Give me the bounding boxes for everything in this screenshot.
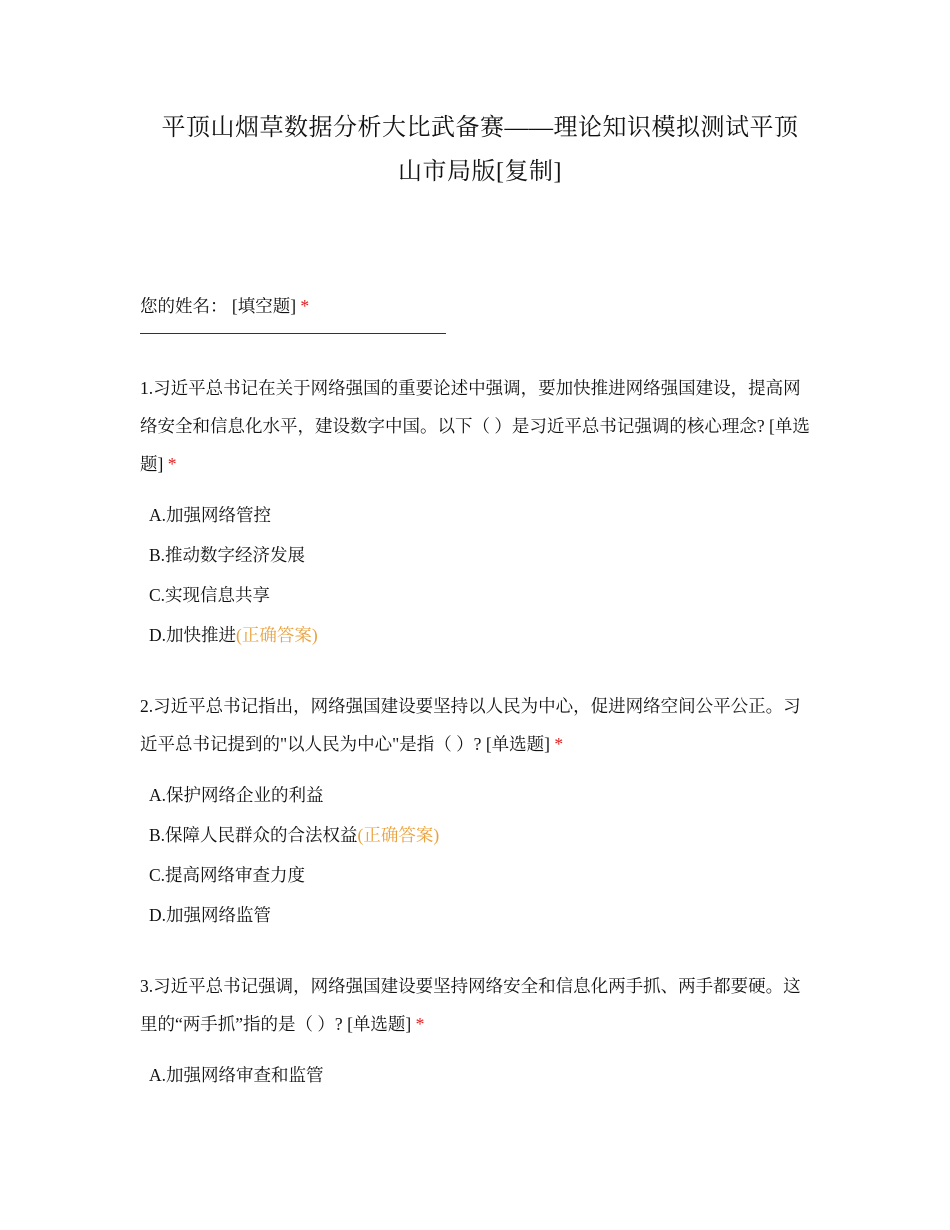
page-title: 平顶山烟草数据分析大比武备赛——理论知识模拟测试平顶山市局版[复制] (161, 115, 799, 185)
option-d[interactable] (140, 615, 810, 655)
question-text (140, 369, 810, 483)
question-type: [单选题] (140, 416, 810, 474)
required-mark: * (300, 296, 310, 316)
question-1-options (140, 495, 810, 655)
name-question-text (140, 287, 810, 325)
name-answer-blank[interactable] (140, 333, 446, 334)
option-label: D.加快推进 (149, 625, 237, 645)
question-3-options (140, 1055, 810, 1095)
option-a[interactable] (140, 1055, 810, 1095)
question-1 (140, 369, 810, 655)
required-mark: * (554, 734, 564, 754)
question-type: [单选题] (485, 734, 550, 754)
option-c[interactable] (140, 575, 810, 615)
required-mark: * (415, 1014, 425, 1034)
option-label: D.加强网络监管 (149, 905, 272, 925)
question-2 (140, 687, 810, 935)
correct-answer-note: (正确答案) (236, 625, 318, 645)
option-a[interactable] (140, 775, 810, 815)
option-label: A.加强网络管控 (149, 505, 272, 525)
option-c[interactable] (140, 855, 810, 895)
question-type: [单选题] (347, 1014, 412, 1034)
required-mark: * (167, 454, 177, 474)
name-question (140, 287, 810, 334)
question-2-text: 2.习近平总书记指出，网络强国建设要坚持以人民为中心，促进网络空间公平公正。习近平总书记提到的"以人民为中心"是指（ ）? (140, 696, 801, 754)
question-3 (140, 967, 810, 1095)
question-3-text: 3.习近平总书记强调，网络强国建设要坚持网络安全和信息化两手抓、两手都要硬。这里的“两手抓”指的是（ ）? (140, 976, 801, 1034)
name-question-label: 您的姓名： (140, 296, 228, 316)
option-label: C.提高网络审查力度 (149, 865, 306, 885)
option-d[interactable] (140, 895, 810, 935)
correct-answer-note: (正确答案) (357, 825, 440, 845)
question-1-text: 1.习近平总书记在关于网络强国的重要论述中强调，要加快推进网络强国建设，提高网络安全和信息化水平，建设数字中国。以下（ ）是习近平总书记强调的核心理念? (140, 378, 801, 436)
question-text (140, 967, 810, 1043)
option-label: A.保护网络企业的利益 (149, 785, 324, 805)
option-b[interactable] (140, 535, 810, 575)
option-label: B.推动数字经济发展 (149, 545, 306, 565)
option-label: C.实现信息共享 (149, 585, 271, 605)
option-b[interactable] (140, 815, 810, 855)
option-label: A.加强网络审查和监管 (149, 1065, 324, 1085)
question-text (140, 687, 810, 763)
option-a[interactable] (140, 495, 810, 535)
question-2-options (140, 775, 810, 935)
option-label: B.保障人民群众的合法权益 (149, 825, 358, 845)
question-type: [填空题] (231, 296, 297, 316)
